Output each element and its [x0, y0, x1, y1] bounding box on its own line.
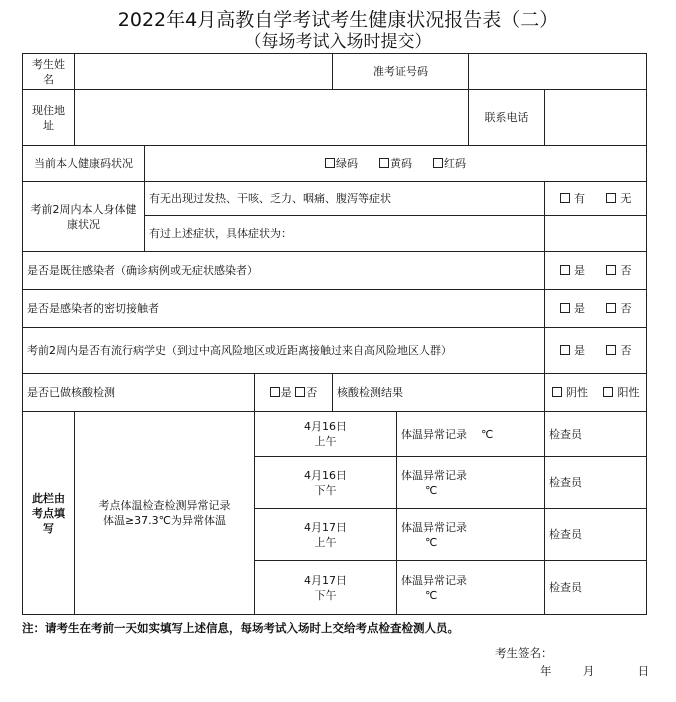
- session-date-cell: 4月16日 上午: [255, 412, 397, 457]
- checkbox-icon[interactable]: [560, 265, 570, 275]
- checkbox-icon[interactable]: [606, 345, 616, 355]
- symptom-yes-option[interactable]: 有: [560, 192, 586, 205]
- exam-site-desc-line2: 体温≥37.3℃为异常体温: [102, 514, 227, 527]
- symptom-question: 有无出现过发热、干咳、乏力、咽痛、腹泻等症状: [145, 182, 545, 216]
- negative-option[interactable]: 阴性: [552, 386, 589, 399]
- exam-site-desc-line1: 考点体温检查检测异常记录: [98, 499, 231, 512]
- checkbox-icon[interactable]: [379, 158, 389, 168]
- footer-note: 注：请考生在考前一天如实填写上述信息，每场考试入场时上交给考点检查检测人员。: [22, 621, 459, 635]
- address-label: 现住地址: [23, 90, 75, 146]
- checkbox-icon[interactable]: [603, 387, 613, 397]
- checker-field[interactable]: 检查员: [545, 457, 647, 509]
- checkbox-icon[interactable]: [560, 345, 570, 355]
- checkbox-icon[interactable]: [560, 193, 570, 203]
- checker-field[interactable]: 检查员: [545, 561, 647, 615]
- phone-label: 联系电话: [469, 90, 545, 146]
- session-date-cell: 4月17日 下午: [255, 561, 397, 615]
- checkbox-icon[interactable]: [325, 158, 335, 168]
- symptom-options: [545, 182, 647, 216]
- checker-field[interactable]: 检查员: [545, 509, 647, 561]
- checkbox-icon[interactable]: [606, 193, 616, 203]
- epidemiology-options: [545, 328, 647, 374]
- name-label: 考生姓名: [23, 54, 75, 90]
- checkbox-icon[interactable]: [560, 303, 570, 313]
- nucleic-test-label: 是否已做核酸检测: [23, 374, 255, 412]
- health-code-red-option[interactable]: 红码: [433, 157, 466, 170]
- date-day: 日: [637, 664, 650, 678]
- exam-site-description: [75, 412, 255, 615]
- temperature-record-field[interactable]: 体温异常记录 ℃: [397, 457, 545, 509]
- yes-option[interactable]: 是: [270, 386, 292, 399]
- phone-input[interactable]: [545, 90, 647, 146]
- checkbox-icon[interactable]: [433, 158, 443, 168]
- yes-option[interactable]: 是: [560, 264, 586, 277]
- form-subtitle: （每场考试入场时提交）: [244, 32, 432, 52]
- session-date-cell: 4月17日 上午: [255, 509, 397, 561]
- prior-infection-options: [545, 252, 647, 290]
- no-option[interactable]: 否: [295, 386, 317, 399]
- checker-field[interactable]: 检查员: [545, 412, 647, 457]
- address-input[interactable]: [75, 90, 469, 146]
- date-year: 年: [540, 664, 552, 678]
- health-code-options: [145, 146, 647, 182]
- date-month: 月: [582, 664, 595, 678]
- checkbox-icon[interactable]: [270, 387, 280, 397]
- admission-number-label: 准考证号码: [333, 54, 469, 90]
- checkbox-icon[interactable]: [606, 265, 616, 275]
- temperature-record-field[interactable]: 体温异常记录 ℃: [397, 509, 545, 561]
- positive-option[interactable]: 阳性: [603, 386, 640, 399]
- close-contact-question: 是否是感染者的密切接触者: [23, 290, 545, 328]
- temperature-record-field[interactable]: 体温异常记录 ℃: [397, 561, 545, 615]
- checkbox-icon[interactable]: [606, 303, 616, 313]
- nucleic-result-options: [545, 374, 647, 412]
- yes-option[interactable]: 是: [560, 344, 586, 357]
- health-code-label: 当前本人健康码状况: [23, 146, 145, 182]
- close-contact-options: [545, 290, 647, 328]
- no-option[interactable]: 否: [606, 264, 632, 277]
- admission-number-input[interactable]: [469, 54, 647, 90]
- epidemiology-question: 考前2周内是否有流行病学史（到过中高风险地区或近距离接触过来自高风险地区人群）: [23, 328, 545, 374]
- nucleic-test-options: [255, 374, 333, 412]
- symptom-detail-extra[interactable]: [545, 216, 647, 252]
- health-code-green-option[interactable]: 绿码: [325, 157, 358, 170]
- signature-date: [540, 663, 649, 679]
- session-date-cell: 4月16日 下午: [255, 457, 397, 509]
- temperature-record-field[interactable]: 体温异常记录 ℃: [397, 412, 545, 457]
- checkbox-icon[interactable]: [295, 387, 305, 397]
- prior-infection-question: 是否是既往感染者（确诊病例或无症状感染者）: [23, 252, 545, 290]
- symptom-detail-field[interactable]: 有过上述症状，具体症状为：: [145, 216, 545, 252]
- yes-option[interactable]: 是: [560, 302, 586, 315]
- signature-label: 考生签名：: [495, 646, 553, 660]
- form-title: 2022年4月高教自学考试考生健康状况报告表（二）: [117, 9, 559, 31]
- checkbox-icon[interactable]: [552, 387, 562, 397]
- health-code-yellow-option[interactable]: 黄码: [379, 157, 412, 170]
- symptom-no-option[interactable]: 无: [606, 192, 632, 205]
- health-report-table: [22, 53, 647, 615]
- no-option[interactable]: 否: [606, 344, 632, 357]
- no-option[interactable]: 否: [606, 302, 632, 315]
- health-status-label: 考前2周内本人身体健康状况: [23, 182, 145, 252]
- nucleic-result-label: 核酸检测结果: [333, 374, 545, 412]
- name-input[interactable]: [75, 54, 333, 90]
- exam-site-section-label: 此栏由考点填写: [23, 412, 75, 615]
